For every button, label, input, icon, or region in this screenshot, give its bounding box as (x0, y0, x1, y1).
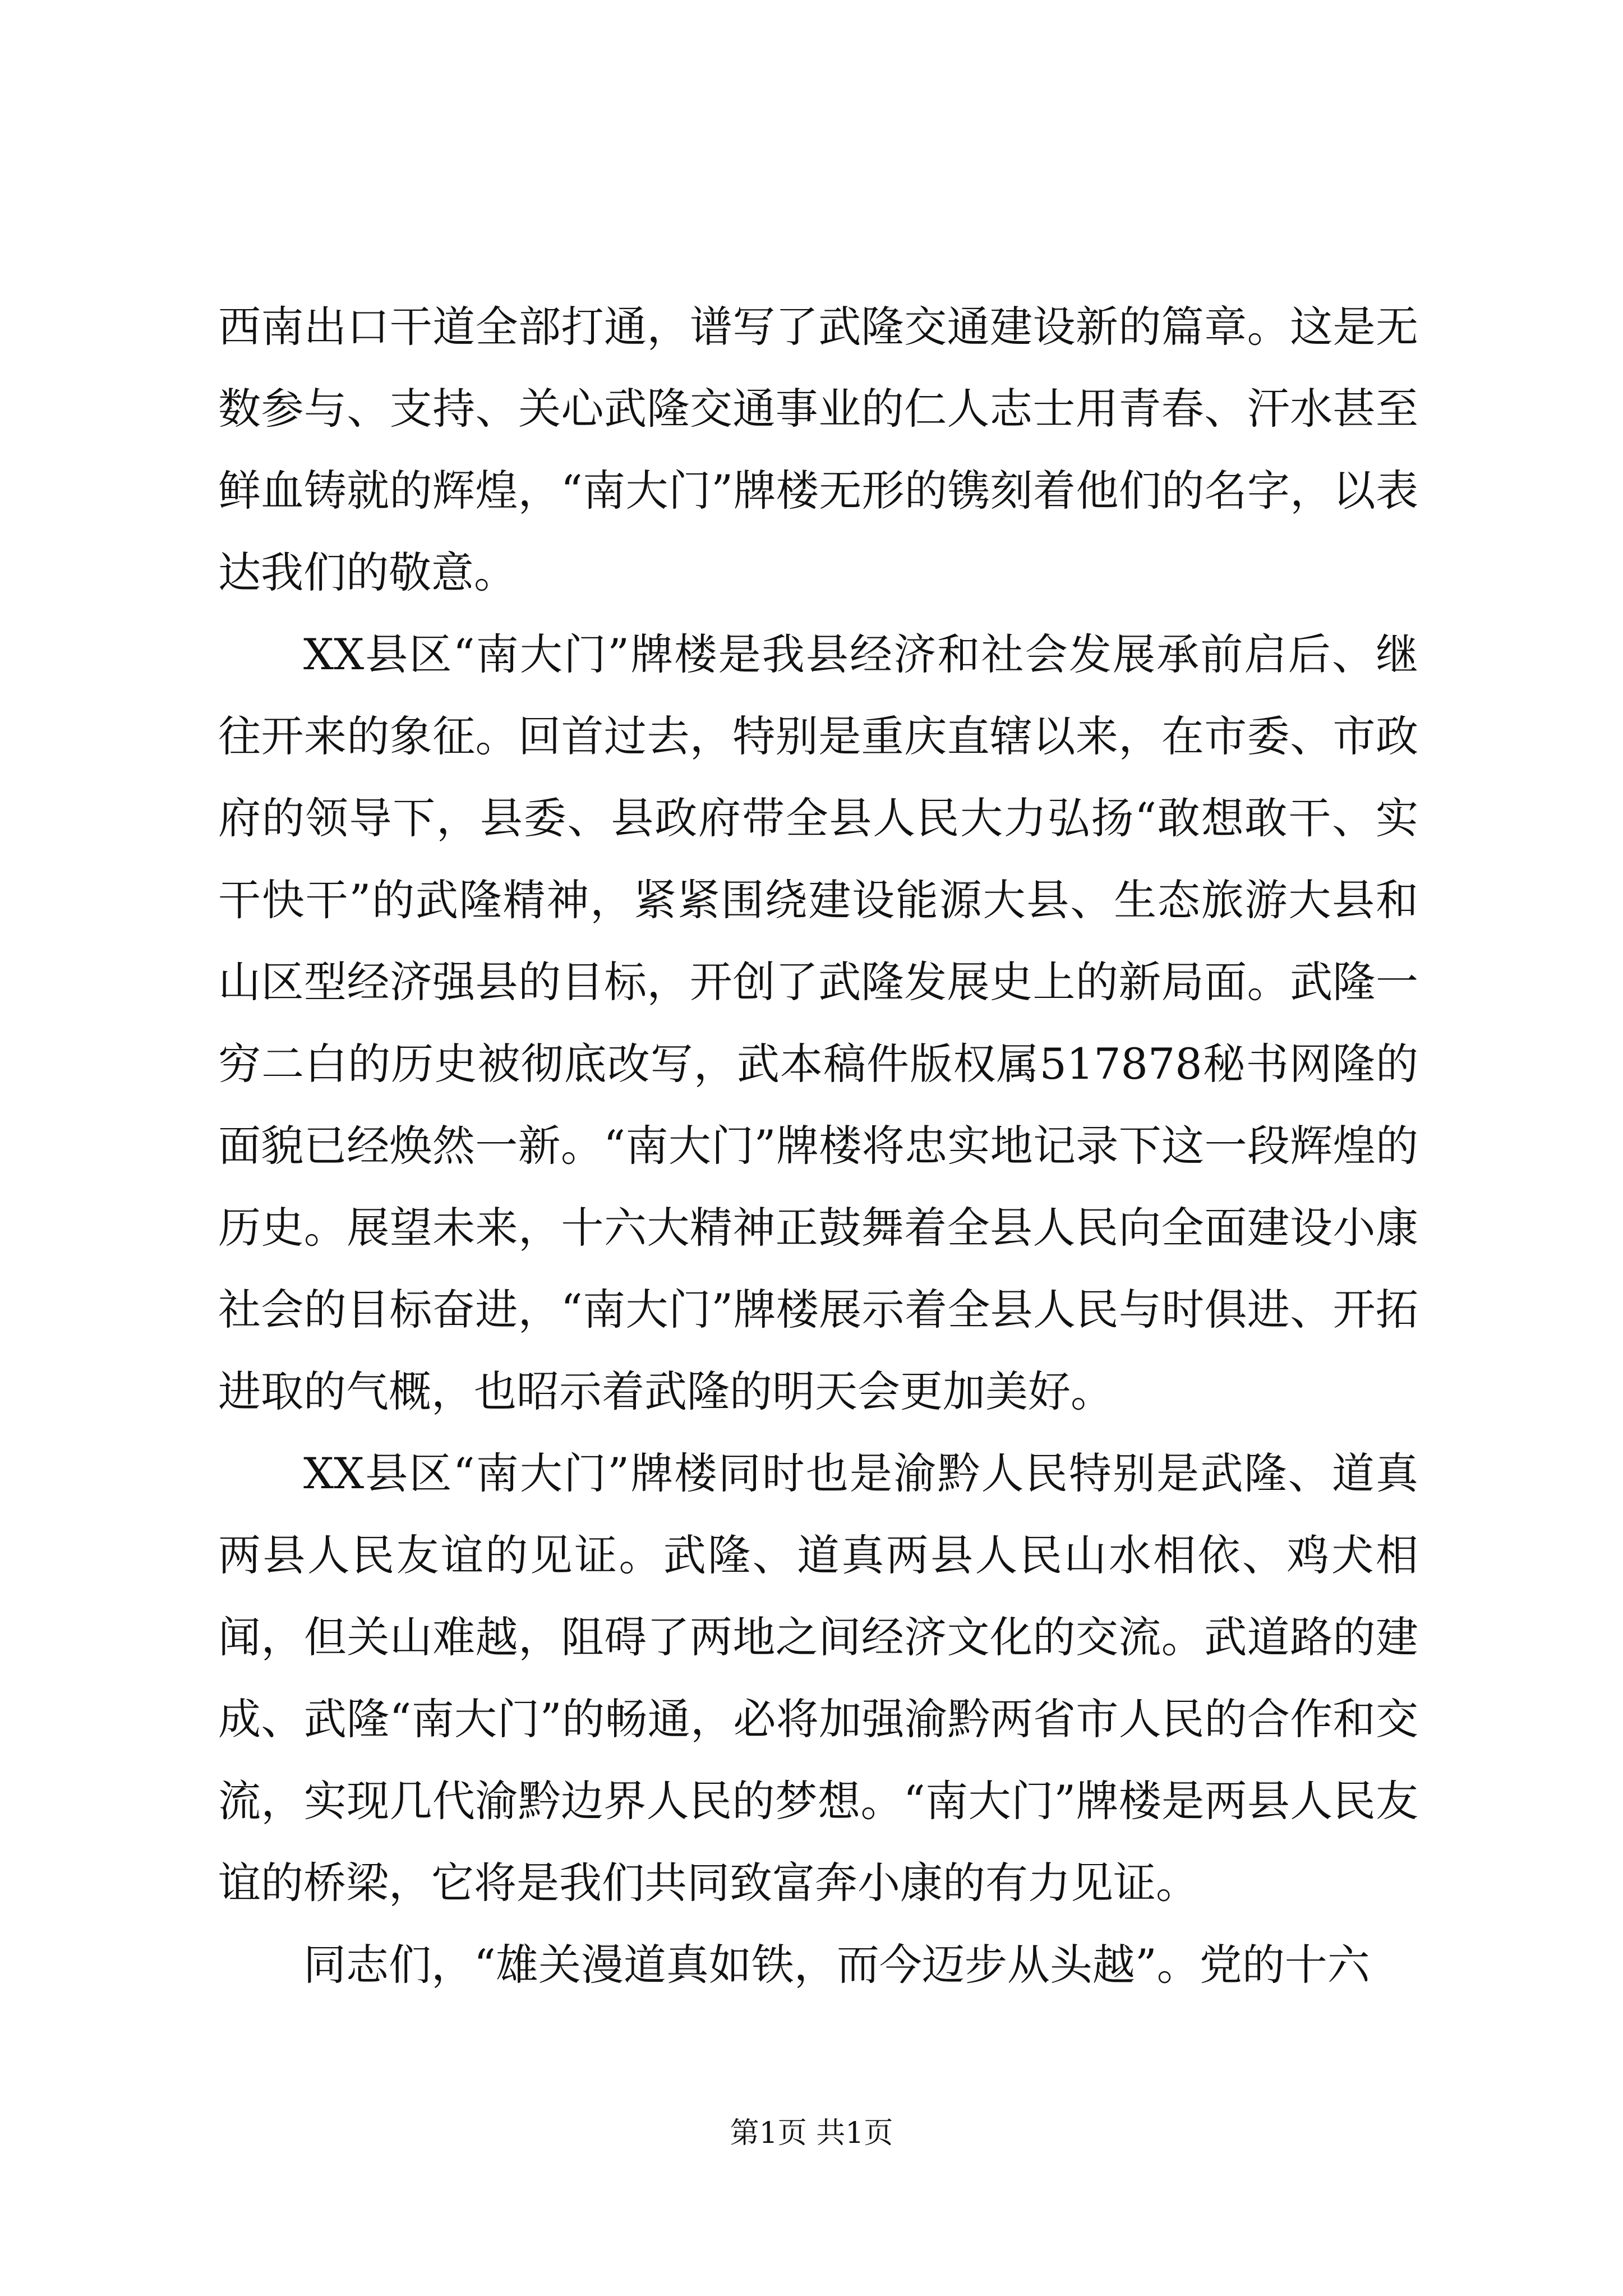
paragraph-1: 西南出口干道全部打通，谱写了武隆交通建设新的篇章。这是无数参与、支持、关心武隆交通事业的仁人志士用青春、汗水甚至鲜血铸就的辉煌，“南大门”牌楼无形的镌刻着他们的名字，以表达我们的敬意。 (218, 302, 1418, 597)
page-footer: 第1页 共1页 (730, 2116, 893, 2150)
paragraph-4: 同志们，“雄关漫道真如铁，而今迈步从头越”。党的十六 (303, 1940, 1370, 1990)
paragraph-3: XX县区“南大门”牌楼同时也是渝黔人民特别是武隆、道真两县人民友谊的见证。武隆、道真两县人民山水相依、鸡犬相闻，但关山难越，阻碍了两地之间经济文化的交流。武道路的建成、武隆“南大门”的畅通，必将加强渝黔两省市人民的合作和交流，实现几代渝黔边界人民的梦想。“南大门”牌楼是两县人民友谊的桥梁，它将是我们共同致富奔小康的有力见证。 (218, 1448, 1418, 1908)
document-body (218, 286, 1418, 2006)
paragraph-2: XX县区“南大门”牌楼是我县经济和社会发展承前启后、继往开来的象征。回首过去，特别是重庆直辖以来，在市委、市政府的领导下，县委、县政府带全县人民大力弘扬“敢想敢干、实干快干”的武隆精神，紧紧围绕建设能源大县、生态旅游大县和山区型经济强县的目标，开创了武隆发展史上的新局面。武隆一穷二白的历史被彻底改写，武本稿件版权属517878秘书网隆的面貌已经焕然一新。“南大门”牌楼将忠实地记录下这一段辉煌的历史。展望未来，十六大精神正鼓舞着全县人民向全面建设小康社会的目标奋进，“南大门”牌楼展示着全县人民与时俱进、开拓进取的气概，也昭示着武隆的明天会更加美好。 (218, 629, 1418, 1416)
